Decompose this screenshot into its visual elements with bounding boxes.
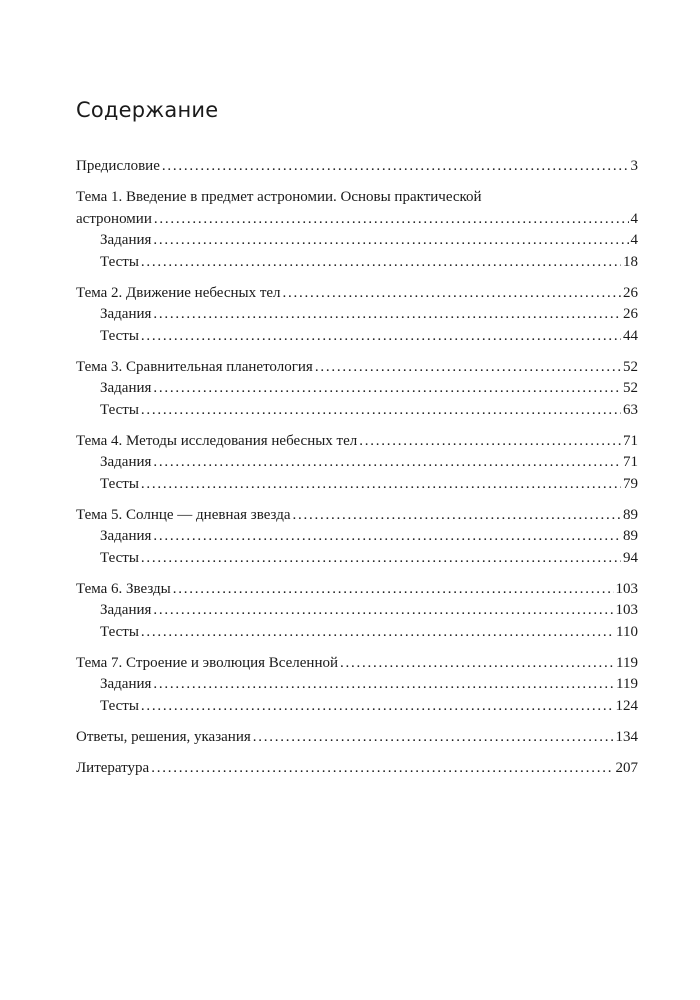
toc-group-preface — [76, 156, 638, 178]
toc-subentry[interactable] — [76, 474, 638, 496]
toc-subentry[interactable] — [76, 526, 638, 548]
dot-leader — [253, 727, 614, 749]
dot-leader — [153, 452, 621, 474]
dot-leader — [153, 230, 628, 252]
toc-entry-page: 134 — [615, 728, 638, 745]
toc-subentry-label: Тесты — [100, 401, 139, 418]
toc-subentry[interactable] — [76, 230, 638, 252]
toc-subentry[interactable] — [76, 326, 638, 348]
toc-entry-label: Тема 6. Звезды — [76, 580, 171, 597]
toc-subentry-page: 79 — [623, 475, 638, 492]
toc-subentry-label: Тесты — [100, 549, 139, 566]
toc-subentry[interactable] — [76, 452, 638, 474]
toc-subentry-label: Задания — [100, 454, 152, 470]
toc-entry-page: 103 — [615, 580, 638, 597]
toc-subentry[interactable] — [76, 622, 638, 644]
toc-group-topic1 — [76, 187, 638, 273]
toc-group-topic3 — [76, 357, 638, 422]
toc-entry-label-line1[interactable]: Тема 1. Введение в предмет астрономии. Основы практической — [76, 189, 482, 205]
toc-subentry-label: Тесты — [100, 327, 139, 344]
toc-entry-label: Литература — [76, 759, 150, 776]
toc-subentry-page: 4 — [630, 232, 638, 248]
toc-group-topic5 — [76, 505, 638, 570]
toc-subentry[interactable] — [76, 674, 638, 696]
dot-leader — [153, 526, 621, 548]
toc-entry-label: Тема 2. Движение небесных тел — [76, 284, 281, 301]
toc-entry[interactable] — [76, 431, 638, 453]
toc-subentry-label: Тесты — [100, 475, 139, 492]
dot-leader — [151, 758, 613, 780]
toc-subentry[interactable] — [76, 600, 638, 622]
dot-leader — [154, 209, 629, 231]
toc-entry[interactable] — [76, 727, 638, 749]
toc-subentry-label: Тесты — [100, 253, 139, 270]
dot-leader — [283, 283, 621, 305]
toc-entry-page: 71 — [623, 432, 638, 449]
toc-entry[interactable] — [76, 653, 638, 675]
toc-subentry[interactable] — [76, 252, 638, 274]
dot-leader — [162, 156, 629, 178]
toc-entry[interactable] — [76, 505, 638, 527]
toc-entry-page: 3 — [630, 158, 638, 174]
toc-group-topic2 — [76, 283, 638, 348]
dot-leader — [315, 357, 621, 379]
dot-leader — [153, 600, 613, 622]
dot-leader — [340, 653, 614, 675]
toc-entry[interactable] — [76, 156, 638, 178]
toc-entry-label: Ответы, решения, указания — [76, 728, 251, 745]
toc-entry-page: 89 — [623, 506, 638, 523]
dot-leader — [141, 400, 621, 422]
toc-subentry-page: 52 — [623, 380, 638, 396]
dot-leader — [141, 696, 614, 718]
dot-leader — [141, 622, 614, 644]
toc-subentry-page: 94 — [623, 549, 638, 566]
toc-subentry-page: 89 — [623, 528, 638, 544]
table-of-contents — [76, 156, 638, 779]
toc-entry-page: 119 — [616, 654, 638, 671]
toc-group-literature — [76, 758, 638, 780]
toc-subentry[interactable] — [76, 400, 638, 422]
toc-subentry[interactable] — [76, 696, 638, 718]
toc-subentry-label: Задания — [100, 528, 152, 544]
toc-group-topic7 — [76, 653, 638, 718]
toc-group-topic6 — [76, 579, 638, 644]
dot-leader — [141, 252, 621, 274]
toc-entry-label: Тема 5. Солнце — дневная звезда — [76, 506, 291, 523]
toc-entry-label: астрономии — [76, 210, 152, 227]
toc-subentry-page: 71 — [623, 454, 638, 470]
toc-subentry-label: Задания — [100, 676, 152, 692]
toc-subentry-page: 26 — [623, 306, 638, 322]
dot-leader — [173, 579, 614, 601]
dot-leader — [293, 505, 622, 527]
toc-subentry-label: Задания — [100, 602, 152, 618]
toc-subentry-page: 110 — [616, 623, 638, 640]
toc-entry-page: 4 — [630, 210, 638, 227]
dot-leader — [359, 431, 621, 453]
toc-entry[interactable] — [76, 357, 638, 379]
dot-leader — [141, 474, 621, 496]
toc-entry-label: Тема 3. Сравнительная планетология — [76, 358, 313, 375]
toc-subentry-label: Задания — [100, 232, 152, 248]
toc-entry[interactable] — [76, 283, 638, 305]
toc-entry-label: Тема 7. Строение и эволюция Вселенной — [76, 654, 339, 671]
toc-subentry-page: 103 — [615, 602, 638, 618]
toc-subentry[interactable] — [76, 378, 638, 400]
toc-entry[interactable] — [76, 758, 638, 780]
toc-page — [76, 98, 638, 789]
dot-leader — [141, 548, 621, 570]
dot-leader — [153, 378, 621, 400]
toc-subentry[interactable] — [76, 304, 638, 326]
toc-subentry-page: 119 — [616, 676, 638, 692]
toc-subentry-label: Тесты — [100, 697, 139, 714]
dot-leader — [141, 326, 621, 348]
toc-entry[interactable] — [76, 209, 638, 231]
toc-entry-label: Предисловие — [76, 158, 160, 174]
toc-group-answers — [76, 727, 638, 749]
toc-entry[interactable] — [76, 579, 638, 601]
toc-entry-page: 52 — [623, 358, 638, 375]
toc-group-topic4 — [76, 431, 638, 496]
toc-entry-page: 26 — [623, 284, 638, 301]
toc-entry-label: Тема 4. Методы исследования небесных тел — [76, 432, 358, 449]
toc-subentry-page: 44 — [623, 327, 638, 344]
toc-subentry-page: 63 — [623, 401, 638, 418]
toc-subentry-label: Задания — [100, 380, 152, 396]
toc-subentry[interactable] — [76, 548, 638, 570]
dot-leader — [153, 674, 614, 696]
toc-subentry-page: 124 — [615, 697, 638, 714]
toc-entry-page: 207 — [615, 759, 638, 776]
page-title: Содержание — [76, 98, 219, 122]
toc-subentry-label: Тесты — [100, 623, 139, 640]
toc-subentry-label: Задания — [100, 306, 152, 322]
toc-subentry-page: 18 — [623, 253, 638, 270]
dot-leader — [153, 304, 621, 326]
